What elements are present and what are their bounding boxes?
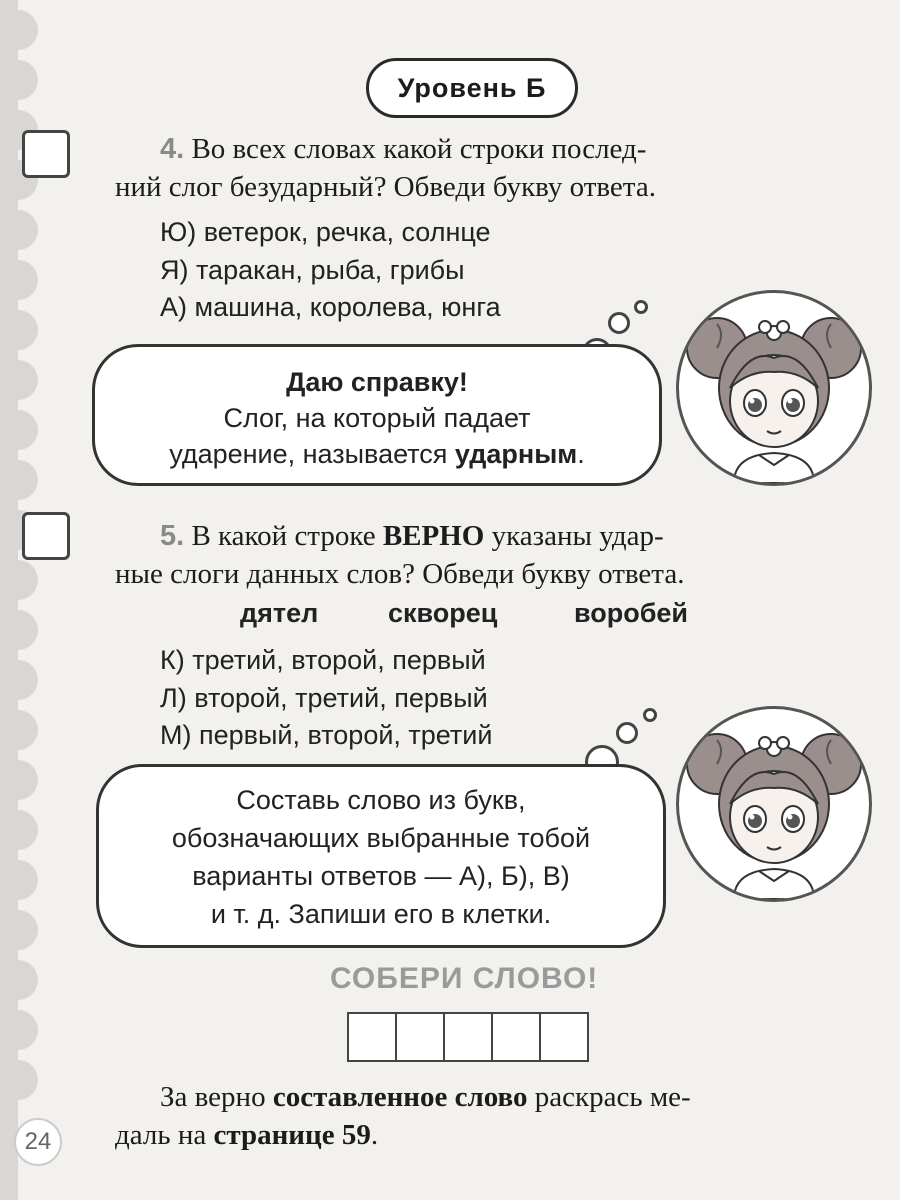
instruction-line-4: и т. д. Запиши его в клетки. — [210, 899, 552, 929]
girl-illustration-icon — [679, 293, 869, 483]
answer-cells — [347, 1012, 587, 1062]
task-4-number: 4. — [160, 133, 185, 165]
word-2: скворец — [388, 598, 498, 628]
task-4-checkbox[interactable] — [22, 130, 70, 178]
task-4-option-yu[interactable]: Ю) ветерок, речка, солнце — [160, 217, 491, 247]
task-5-text-1a: В какой строке — [191, 520, 383, 552]
answer-cell-1[interactable] — [347, 1012, 397, 1062]
word-1: дятел — [240, 598, 319, 628]
task-4-text-1: Во всех словах какой строки послед- — [191, 133, 647, 165]
task-4-option-a[interactable]: А) машина, королева, юнга — [160, 292, 501, 322]
task-5-line-1 — [160, 517, 664, 555]
instruction-line-1: Составь слово из букв, — [236, 785, 526, 815]
tip-title: Даю справку! — [286, 367, 468, 397]
instruction-line-2: обозначающих выбранные тобой — [171, 823, 591, 853]
tip-line-2-end: . — [577, 439, 585, 469]
instruction-line-3: варианты ответов — А), Б), В) — [192, 861, 570, 891]
answer-cell-5[interactable] — [539, 1012, 589, 1062]
task-5-checkbox[interactable] — [22, 512, 70, 560]
thought-dot — [634, 300, 648, 314]
thought-dot — [608, 312, 630, 334]
footer-text-2a: даль на — [115, 1119, 214, 1151]
level-title: Уровень Б — [366, 58, 578, 118]
thought-dot — [616, 722, 638, 744]
footer-line-1 — [160, 1078, 691, 1116]
answer-cell-2[interactable] — [395, 1012, 445, 1062]
answer-cell-3[interactable] — [443, 1012, 493, 1062]
girl-illustration-icon — [679, 709, 869, 899]
footer-text-2b: . — [370, 1119, 379, 1151]
instruction-bubble — [96, 764, 666, 948]
footer-emphasis-1: составленное слово — [272, 1081, 528, 1113]
task-5-option-m[interactable]: М) первый, второй, третий — [160, 720, 493, 750]
task-4-option-ya[interactable]: Я) таракан, рыба, грибы — [160, 255, 465, 285]
footer-line-2 — [115, 1116, 378, 1154]
task-5-emphasis: ВЕРНО — [382, 520, 485, 552]
task-5-option-k[interactable]: К) третий, второй, первый — [160, 645, 486, 675]
task-5-option-l[interactable]: Л) второй, третий, первый — [160, 683, 488, 713]
tip-line-2 — [95, 439, 659, 470]
tip-line-1: Слог, на который падает — [223, 403, 531, 433]
collect-word-title: СОБЕРИ СЛОВО! — [330, 962, 599, 995]
girl-avatar-2 — [676, 706, 872, 902]
task-5-line-2: ные слоги данных слов? Обведи букву ответа. — [115, 558, 685, 590]
footer-emphasis-2: странице 59 — [213, 1119, 371, 1151]
task-4-line-2: ний слог безударный? Обведи букву ответа. — [115, 171, 656, 203]
task-5-text-1b: указаны удар- — [484, 520, 664, 552]
answer-cell-4[interactable] — [491, 1012, 541, 1062]
footer-text-1a: За верно — [160, 1081, 273, 1113]
footer-text-1b: раскрась ме- — [527, 1081, 691, 1113]
tip-bubble — [92, 344, 662, 486]
page-number: 24 — [14, 1118, 62, 1166]
scalloped-border — [0, 0, 70, 1200]
task-5-number: 5. — [160, 520, 185, 552]
tip-line-2-text: ударение, называется — [169, 439, 455, 469]
tip-term: ударным — [454, 439, 578, 469]
task-4-line-1 — [160, 130, 646, 168]
girl-avatar-1 — [676, 290, 872, 486]
word-3: воробей — [574, 598, 689, 628]
thought-dot — [643, 708, 657, 722]
